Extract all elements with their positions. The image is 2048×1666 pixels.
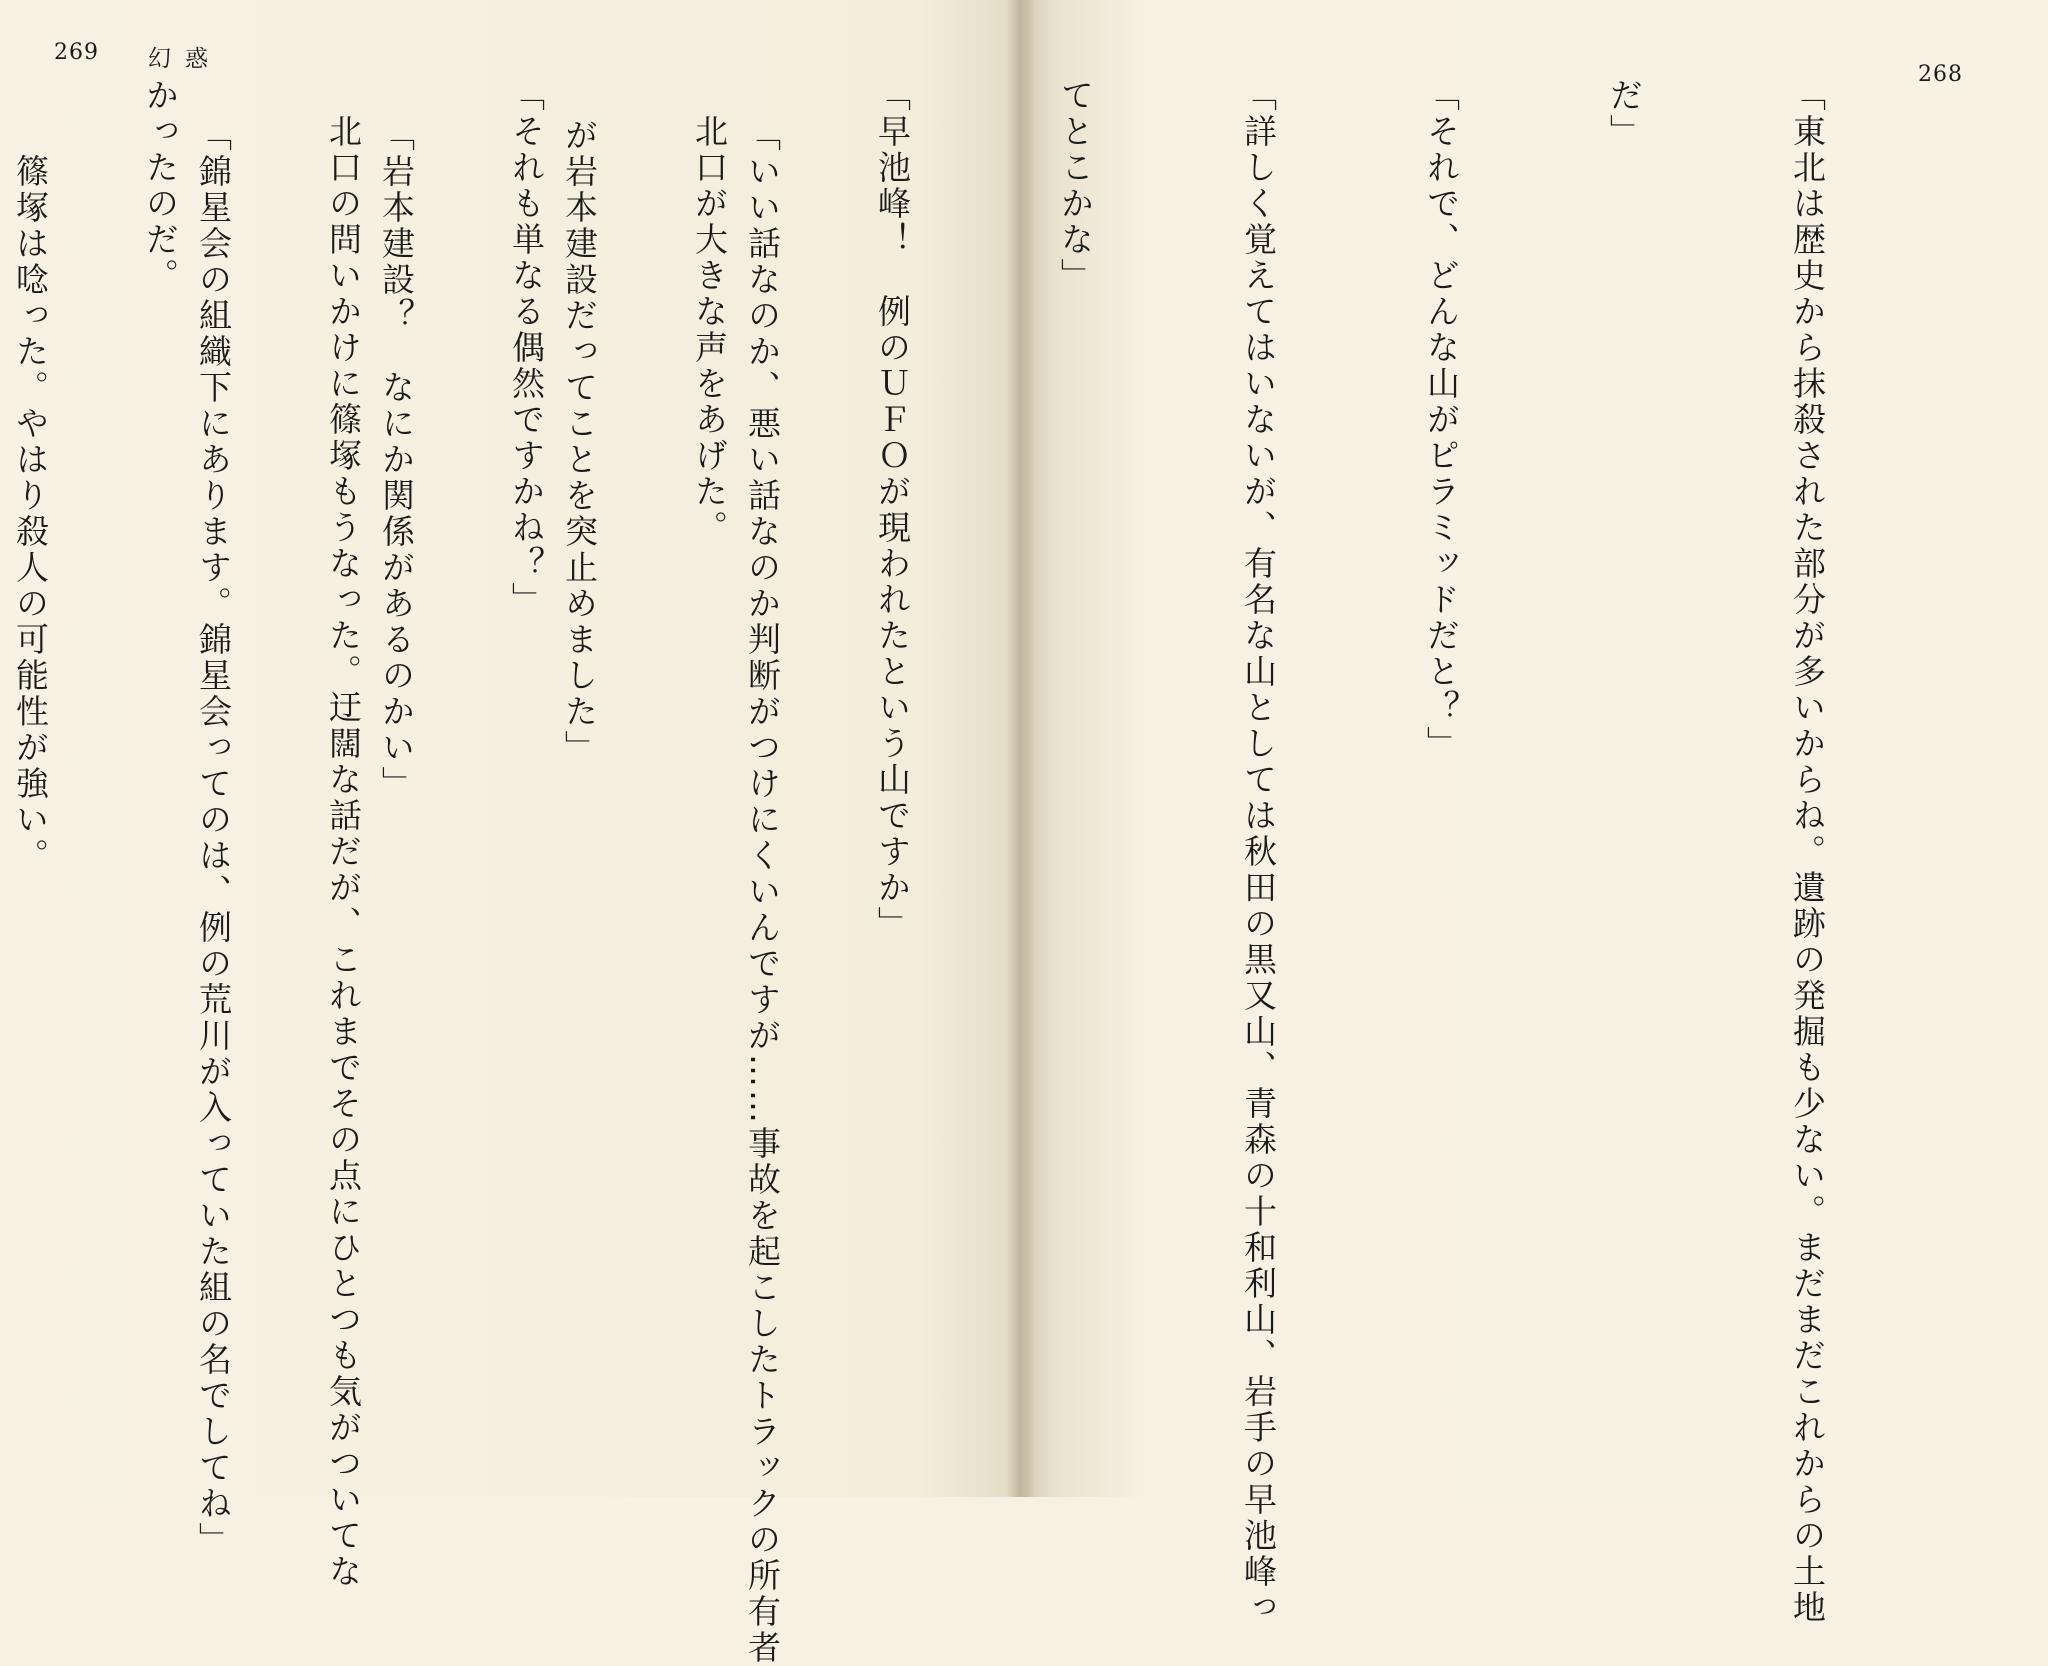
text-line: 「岩本建設？ なにか関係があるのかい」 [377, 118, 416, 802]
text-line: 「早池峰！ 例のＵＦＯが現われたという山ですか」 [873, 78, 912, 942]
text-line: かったのだ。 [141, 78, 180, 294]
text-line: てとこかな」 [1056, 78, 1095, 294]
left-page-number: 269 [54, 40, 99, 65]
text-line: 篠塚は唸った。やはり殺人の可能性が強い。 [11, 118, 50, 874]
text-line: 「いい話なのか、悪い話なのか判断がつけにくいんですが……事故を起こしたトラックの所有者 [743, 118, 782, 1666]
right-page-number: 268 [1918, 62, 1963, 87]
text-line: 「詳しく覚えてはいないが、有名な山としては秋田の黒又山、青森の十和利山、岩手の早池峰っ [1239, 78, 1278, 1626]
left-page-text [11, 118, 915, 1666]
text-line: 「錦星会の組織下にあります。錦星会ってのは、例の荒川が入っていた組の名でしてね」 [194, 118, 233, 1558]
text-line: 「それで、どんな山がピラミッドだと？」 [1422, 78, 1461, 762]
text-line: が岩本建設だってことを突止めました」 [560, 118, 599, 766]
text-line: 北口の問いかけに篠塚もうなった。迂闊な話だが、これまでその点にひとつも気がついてな [324, 78, 363, 1590]
running-head: 幻惑 [148, 46, 222, 72]
text-line: 「それも単なる偶然ですかね？」 [507, 78, 546, 618]
text-line: 「東北は歴史から抹殺された部分が多いからね。遺跡の発掘も少ない。まだまだこれからの土地 [1788, 78, 1827, 1626]
text-line: 北口が大きな声をあげた。 [690, 78, 729, 546]
text-line: だ」 [1605, 78, 1644, 150]
